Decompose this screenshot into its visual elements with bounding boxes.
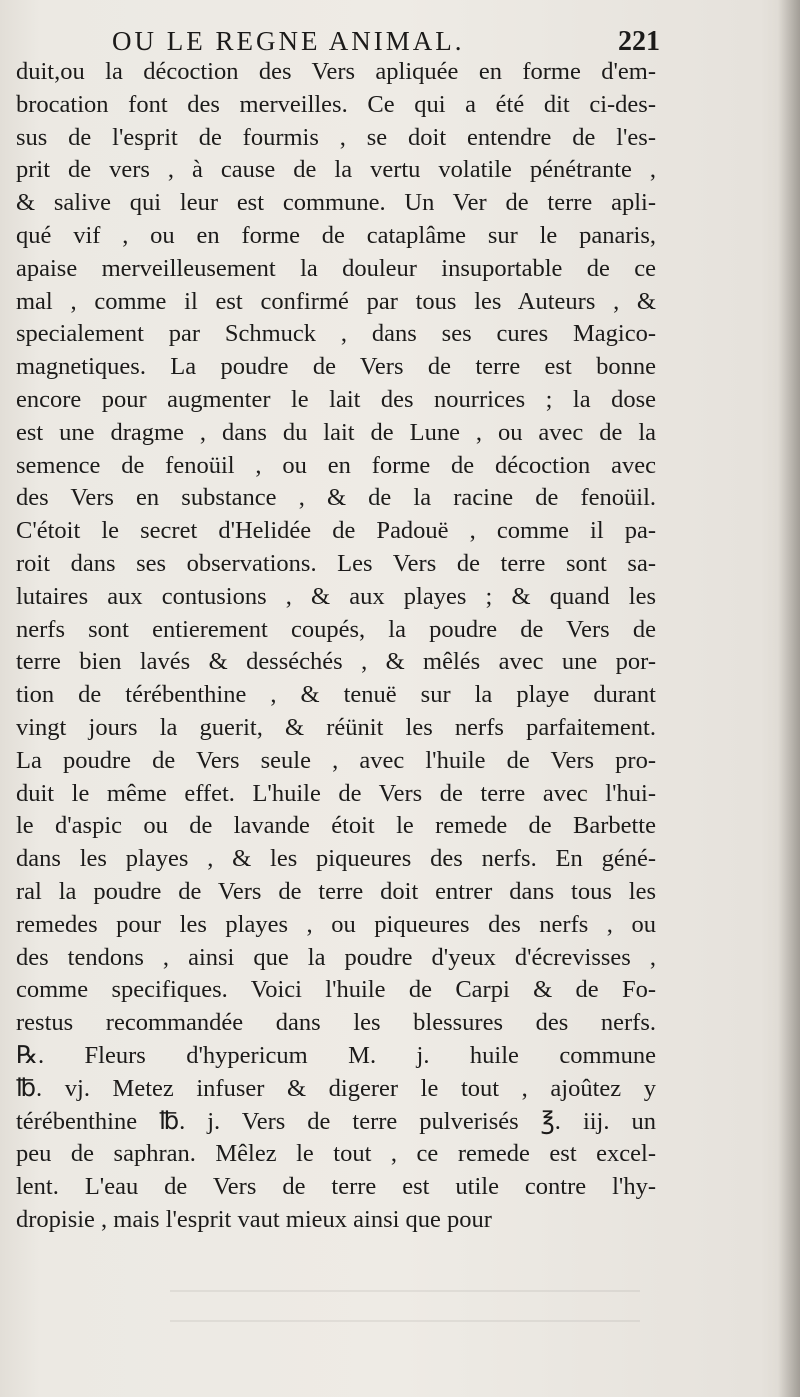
text-line: encore pour augmenter le lait des nourrices ; la dose [16,385,656,413]
page-edge-shadow [778,0,800,1397]
text-line: specialement par Schmuck , dans ses cures Magico- [16,320,656,348]
text-line: sus de l'esprit de fourmis , se doit entendre de l'es- [16,123,656,151]
text-line: térébenthine ℔. j. Vers de terre pulverisés ℥. iij. un [16,1107,656,1135]
text-line: & salive qui leur est commune. Un Ver de terre apli- [16,189,656,217]
page-number: 221 [618,26,660,57]
text-line: qué vif , ou en forme de cataplâme sur le panaris, [16,221,656,249]
text-line: vingt jours la guerit, & réünit les nerfs parfaitement. [16,713,656,741]
text-line: ℞. Fleurs d'hypericum M. j. huile commune [16,1041,656,1069]
text-line: ℔. vj. Metez infuser & digerer le tout , ajoûtez y [16,1074,656,1102]
text-line: apaise merveilleusement la douleur insuportable de ce [16,254,656,282]
running-title: OU LE REGNE ANIMAL. [112,26,465,56]
text-line: tion de térébenthine , & tenuë sur la playe durant [16,681,656,709]
text-line: magnetiques. La poudre de Vers de terre est bonne [16,353,656,381]
text-line: dropisie , mais l'esprit vaut mieux ainsi que pour [16,1205,492,1233]
text-line: lutaires aux contusions , & aux playes ; & quand les [16,582,656,610]
text-line: mal , comme il est confirmé par tous les Auteurs , & [16,287,656,315]
text-line: dans les playes , & les piqueures des nerfs. En géné- [16,845,656,873]
text-line: ral la poudre de Vers de terre doit entrer dans tous les [16,877,656,905]
text-line: lent. L'eau de Vers de terre est utile contre l'hy- [16,1173,656,1201]
text-line: restus recommandée dans les blessures des nerfs. [16,1009,656,1037]
text-line: est une dragme , dans du lait de Lune , ou avec de la [16,418,656,446]
bleed-through-shadow [170,1262,640,1322]
text-line: duit,ou la décoction des Vers apliquée en forme d'em- [16,58,656,85]
text-line: semence de fenoüil , ou en forme de décoction avec [16,451,656,479]
text-line: terre bien lavés & desséchés , & mêlés avec une por- [16,648,656,676]
text-line: remedes pour les playes , ou piqueures des nerfs , ou [16,910,656,938]
text-line: La poudre de Vers seule , avec l'huile de Vers pro- [16,746,656,774]
text-line: C'étoit le secret d'Helidée de Padouë , comme il pa- [16,517,656,545]
text-line: des Vers en substance , & de la racine de fenoüil. [16,484,656,512]
text-line: comme specifiques. Voici l'huile de Carpi & de Fo- [16,976,656,1004]
text-line: peu de saphran. Mêlez le tout , ce remede est excel- [16,1140,656,1168]
text-line: duit le même effet. L'huile de Vers de terre avec l'hui- [16,779,656,807]
text-line: brocation font des merveilles. Ce qui a été dit ci-des- [16,90,656,118]
text-line: nerfs sont entierement coupés, la poudre de Vers de [16,615,656,643]
text-line: des tendons , ainsi que la poudre d'yeux d'écrevisses , [16,943,656,971]
text-line: roit dans ses observations. Les Vers de terre sont sa- [16,549,656,577]
body-text [16,56,656,1237]
text-line: prit de vers , à cause de la vertu volatile pénétrante , [16,156,656,184]
text-line: le d'aspic ou de lavande étoit le remede de Barbette [16,812,656,840]
